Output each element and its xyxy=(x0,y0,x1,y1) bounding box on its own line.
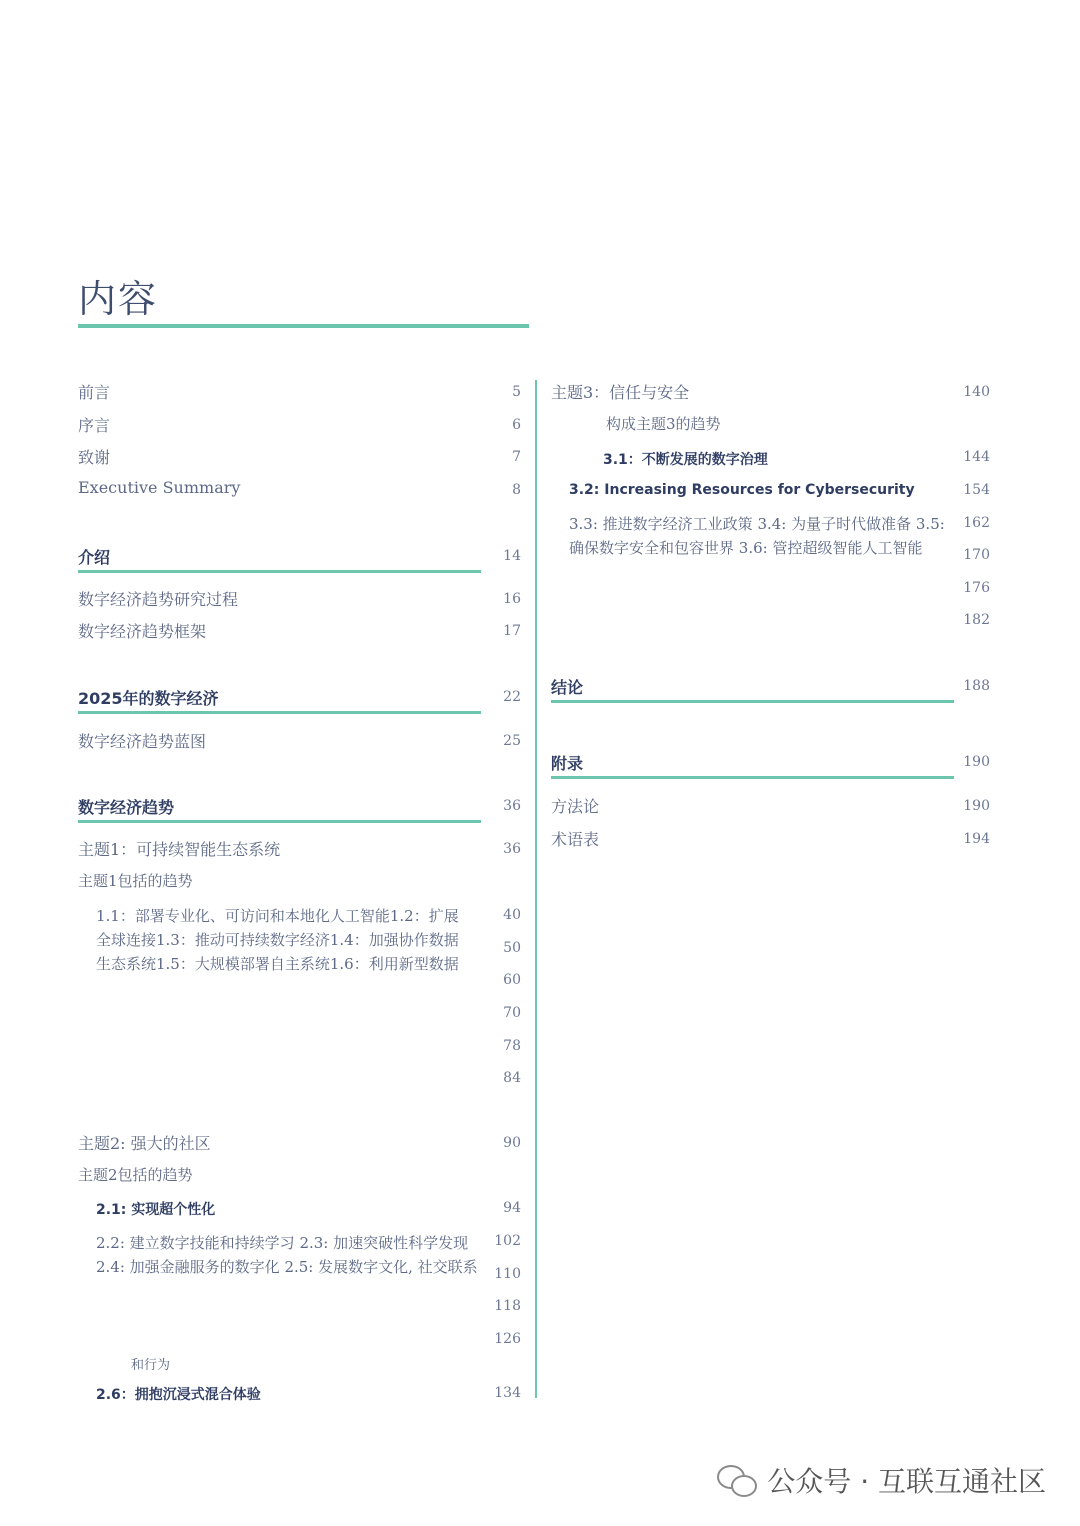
toc-page-number: 144 xyxy=(963,449,990,465)
toc-page-number: 170 xyxy=(963,547,990,563)
toc-page-number: 7 xyxy=(512,449,521,465)
toc-subheading: 主题2包括的趋势 xyxy=(78,1166,193,1184)
toc-page-number: 154 xyxy=(963,482,990,498)
toc-page-number: 70 xyxy=(503,1005,521,1021)
toc-entry-methodology[interactable]: 方法论 xyxy=(551,797,600,816)
toc-page-number: 17 xyxy=(503,623,521,639)
toc-entry-preface[interactable]: 前言 xyxy=(78,383,111,402)
toc-page-number: 5 xyxy=(512,384,521,400)
toc-page-number: 162 xyxy=(963,515,990,531)
toc-entry-acknowledgements[interactable]: 致谢 xyxy=(78,448,111,467)
toc-page-number: 102 xyxy=(494,1233,521,1249)
toc-page-number: 176 xyxy=(963,580,990,596)
toc-continuation-text: 和行为 xyxy=(131,1358,171,1373)
toc-page-number: 84 xyxy=(503,1070,521,1086)
toc-entry-foreword[interactable]: 序言 xyxy=(78,416,111,435)
toc-entry-theme2[interactable]: 主题2: 强大的社区 xyxy=(78,1134,211,1153)
toc-page-number: 36 xyxy=(503,798,521,814)
toc-page-number: 50 xyxy=(503,940,521,956)
section-divider xyxy=(78,820,481,823)
page-title: 内容 xyxy=(78,277,159,321)
section-heading-2025[interactable]: 2025年的数字经济 xyxy=(78,689,219,708)
toc-entry-2-6[interactable]: 2.6：拥抱沉浸式混合体验 xyxy=(96,1387,261,1403)
toc-entry-theme1[interactable]: 主题1：可持续智能生态系统 xyxy=(78,840,281,859)
toc-page-number: 25 xyxy=(503,733,521,749)
section-heading-trends[interactable]: 数字经济趋势 xyxy=(78,798,175,817)
toc-page-number: 6 xyxy=(512,417,521,433)
toc-combined-entry[interactable]: 1.1：部署专业化、可访问和本地化人工智能1.2：扩展全球连接1.3：推动可持续数字经济1.4：加强协作数据生态系统1.5：大规模部署自主系统1.6：利用新型数据 xyxy=(96,907,459,973)
toc-page-number: 110 xyxy=(494,1266,521,1282)
toc-entry-executive-summary[interactable]: Executive Summary xyxy=(78,478,241,497)
toc-entry[interactable]: 数字经济趋势研究过程 xyxy=(78,590,239,609)
column-divider xyxy=(535,380,537,1398)
toc-page-number: 90 xyxy=(503,1135,521,1151)
toc-page-number: 194 xyxy=(963,831,990,847)
toc-page-number: 8 xyxy=(512,482,521,498)
section-divider xyxy=(551,776,954,779)
toc-page-number: 118 xyxy=(494,1298,521,1314)
title-divider xyxy=(78,324,529,328)
toc-page-number: 190 xyxy=(963,798,990,814)
toc-entry[interactable]: 数字经济趋势蓝图 xyxy=(78,732,207,751)
toc-page-number: 134 xyxy=(494,1385,521,1401)
toc-combined-entry[interactable]: 2.2: 建立数字技能和持续学习 2.3: 加速突破性科学发现 2.4: 加强金融服务的数字化 2.5: 发展数字文化, 社交联系 xyxy=(96,1234,478,1276)
toc-page-number: 40 xyxy=(503,907,521,923)
toc-page-number: 182 xyxy=(963,612,990,628)
toc-subheading: 主题1包括的趋势 xyxy=(78,872,193,890)
toc-entry-glossary[interactable]: 术语表 xyxy=(551,830,600,849)
toc-entry-theme3[interactable]: 主题3：信任与安全 xyxy=(551,383,690,402)
section-divider xyxy=(78,570,481,573)
toc-page-number: 94 xyxy=(503,1200,521,1216)
watermark xyxy=(717,1460,1046,1500)
section-heading-appendix[interactable]: 附录 xyxy=(551,754,584,773)
toc-page-number: 190 xyxy=(963,754,990,770)
toc-page-number: 36 xyxy=(503,841,521,857)
section-divider xyxy=(551,700,954,703)
toc-combined-entry[interactable]: 3.3: 推进数字经济工业政策 3.4: 为量子时代做准备 3.5: 确保数字安全和包容世界 3.6: 管控超级智能人工智能 xyxy=(569,515,945,557)
toc-page-number: 78 xyxy=(503,1038,521,1054)
section-divider xyxy=(78,711,481,714)
toc-entry-3-2[interactable]: 3.2: Increasing Resources for Cybersecurity xyxy=(569,482,915,498)
toc-page-number: 60 xyxy=(503,972,521,988)
toc-entry[interactable]: 数字经济趋势框架 xyxy=(78,622,207,641)
toc-subheading: 构成主题3的趋势 xyxy=(606,415,721,433)
toc-page-number: 126 xyxy=(494,1331,521,1347)
section-heading-intro[interactable]: 介绍 xyxy=(78,548,111,567)
toc-entry-2-1[interactable]: 2.1: 实现超个性化 xyxy=(96,1202,216,1218)
toc-entry-3-1[interactable]: 3.1：不断发展的数字治理 xyxy=(603,452,768,468)
toc-page-number: 22 xyxy=(503,689,521,705)
toc-page-number: 16 xyxy=(503,591,521,607)
section-heading-conclusion[interactable]: 结论 xyxy=(551,678,584,697)
wechat-icon xyxy=(717,1463,759,1497)
toc-page-number: 140 xyxy=(963,384,990,400)
toc-page-number: 188 xyxy=(963,678,990,694)
watermark-text: 公众号 · 互联互通社区 xyxy=(767,1465,1046,1498)
toc-page-number: 14 xyxy=(503,548,521,564)
